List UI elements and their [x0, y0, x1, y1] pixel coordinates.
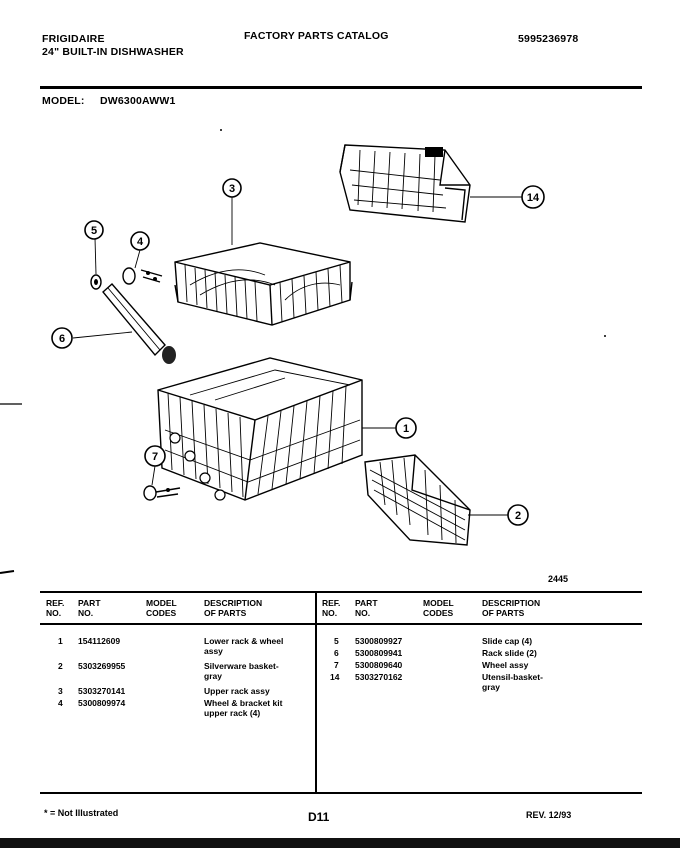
revision-date: REV. 12/93	[526, 810, 572, 820]
callout-7	[145, 446, 165, 466]
header-model-codes: MODEL CODES	[146, 598, 177, 618]
slide-cap-drawing	[91, 275, 101, 289]
ref-no: 2	[58, 661, 63, 671]
table-bottom-rule	[40, 792, 642, 794]
exploded-parts-diagram	[0, 110, 680, 590]
utensil-basket-drawing	[340, 145, 470, 222]
callout-6	[52, 328, 72, 348]
part-description: Utensil-basket- gray	[482, 672, 543, 692]
not-illustrated-note: * = Not Illustrated	[44, 808, 119, 818]
lower-rack-drawing	[158, 358, 362, 500]
table-header-rule	[40, 623, 642, 625]
part-description: Lower rack & wheel assy	[204, 636, 284, 656]
ref-no: 1	[58, 636, 63, 646]
svg-text:4: 4	[136, 236, 144, 248]
catalog-title: FACTORY PARTS CATALOG	[244, 30, 389, 42]
part-no: 5300809974	[78, 698, 126, 708]
rack-slide-drawing	[103, 284, 176, 364]
part-description: Slide cap (4)	[482, 636, 533, 646]
page-number: D11	[308, 810, 330, 824]
header-part-no-right: PART NO.	[355, 598, 378, 618]
svg-text:1: 1	[402, 423, 410, 435]
model-label: MODEL:	[42, 95, 85, 107]
brand-name: FRIGIDAIRE	[42, 33, 105, 45]
callout-2	[508, 505, 528, 525]
header-part-no: PART NO.	[78, 598, 101, 618]
header-ref-no-right: REF. NO.	[322, 598, 341, 618]
ref-no: 3	[58, 686, 63, 696]
ref-no: 6	[334, 648, 339, 658]
part-no: 5303269955	[78, 661, 126, 671]
product-name: 24" BUILT-IN DISHWASHER	[42, 46, 184, 58]
callout-4	[131, 232, 149, 250]
header-description: DESCRIPTION OF PARTS	[204, 598, 263, 618]
part-no: 5303270141	[78, 686, 126, 696]
ref-no: 4	[58, 698, 63, 708]
silverware-basket-drawing	[365, 455, 470, 545]
ref-no: 5	[334, 636, 339, 646]
wheel-assy-drawing	[144, 486, 180, 500]
svg-text:7: 7	[151, 451, 159, 463]
header-description-right: DESCRIPTION OF PARTS	[482, 598, 541, 618]
header-ref-no: REF. NO.	[46, 598, 65, 618]
svg-text:5: 5	[90, 225, 98, 237]
model-number: DW6300AWW1	[100, 95, 176, 107]
callout-5	[85, 221, 103, 239]
part-description: Wheel assy	[482, 660, 529, 670]
page-bottom-edge	[0, 838, 680, 848]
svg-text:14: 14	[526, 192, 540, 204]
upper-rack-drawing	[175, 243, 352, 325]
part-no: 5300809941	[355, 648, 403, 658]
ref-no: 7	[334, 660, 339, 670]
part-no: 5300809640	[355, 660, 403, 670]
part-description: Silverware basket- gray	[204, 661, 279, 681]
table-center-divider	[315, 591, 317, 793]
callout-3	[223, 179, 241, 197]
callout-14	[522, 186, 544, 208]
part-description: Rack slide (2)	[482, 648, 537, 658]
part-description: Upper rack assy	[204, 686, 270, 696]
svg-text:2: 2	[514, 510, 522, 522]
drawing-number: 2445	[548, 574, 569, 584]
part-no: 5300809927	[355, 636, 403, 646]
wheel-bracket-drawing	[123, 268, 162, 284]
header-model-codes-right: MODEL CODES	[423, 598, 454, 618]
svg-text:6: 6	[58, 333, 66, 345]
part-no: 5303270162	[355, 672, 403, 682]
svg-text:3: 3	[228, 183, 236, 195]
part-no: 154112609	[78, 636, 121, 646]
part-description: Wheel & bracket kit upper rack (4)	[204, 698, 283, 718]
callout-1	[396, 418, 416, 438]
header-rule	[40, 86, 642, 89]
ref-no: 14	[330, 672, 340, 682]
table-top-rule	[40, 591, 642, 593]
catalog-number: 5995236978	[518, 33, 579, 45]
